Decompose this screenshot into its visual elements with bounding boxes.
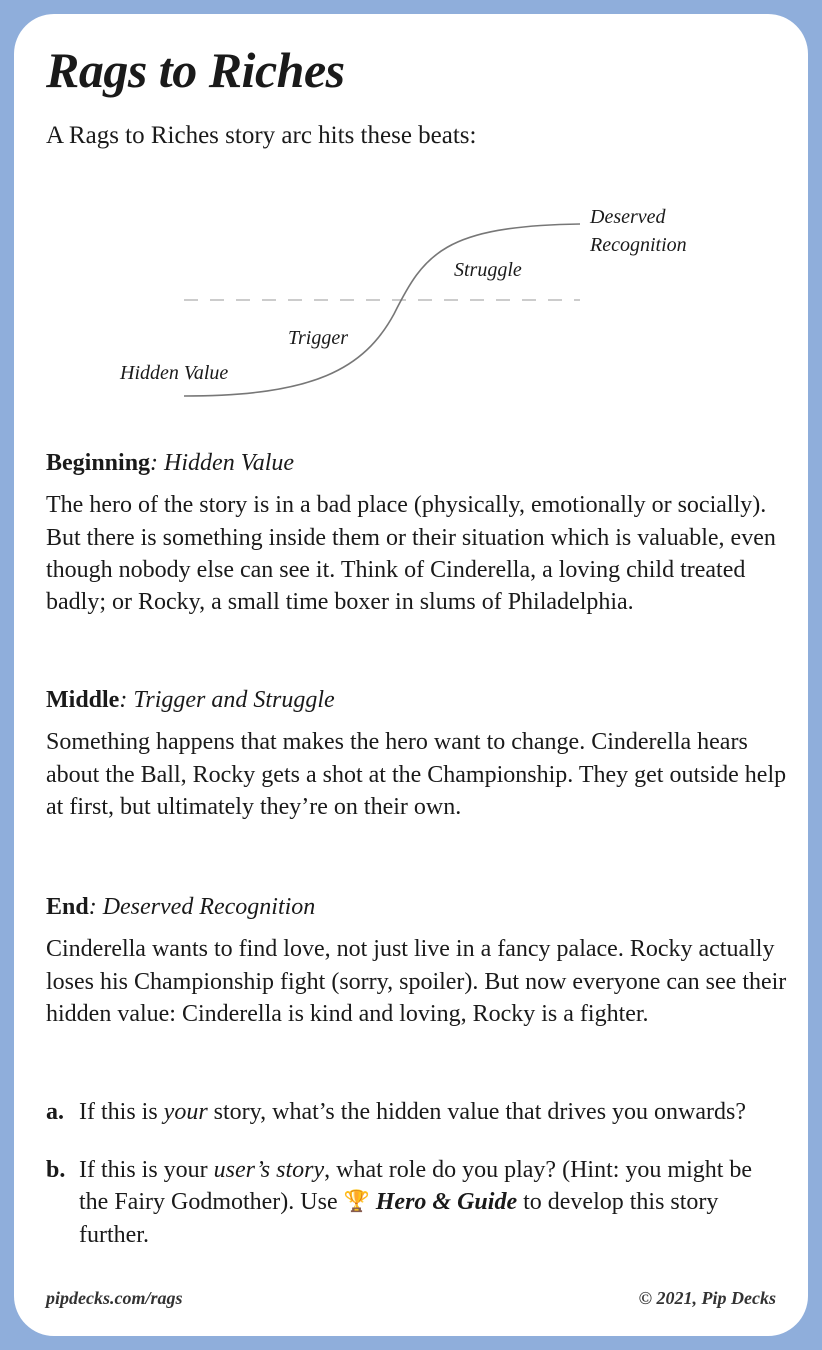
footer-copyright: © 2021, Pip Decks (638, 1288, 776, 1308)
label-hidden-value: Hidden Value (120, 362, 229, 384)
question-letter: a. (46, 1099, 64, 1125)
section-heading (46, 448, 796, 479)
label-struggle: Struggle (454, 259, 522, 281)
section-body: Something happens that makes the hero want to change. Cinderella hears about the Ball, Rocky gets a shot at the Championship. They get outside help at first, but ultimately they’re on their own. (46, 729, 787, 820)
footer-url[interactable]: pipdecks.com/rags (46, 1288, 183, 1308)
label-trigger: Trigger (288, 327, 349, 349)
section-beginning (46, 448, 796, 619)
question-a (46, 1096, 786, 1128)
card-title: Rags to Riches (46, 42, 345, 98)
trophy-icon: 🏆 (343, 1189, 370, 1214)
label-recognition-line2: Recognition (590, 234, 687, 256)
label-recognition-line1: Deserved (590, 206, 666, 228)
section-end (46, 892, 796, 1030)
section-sub: : Trigger and Struggle (119, 687, 335, 713)
hero-guide-link[interactable]: Hero & Guide (375, 1189, 518, 1216)
card-intro: A Rags to Riches story arc hits these beats: (46, 122, 477, 149)
question-text: If this is your story, what’s the hidden value that drives you onwards? (79, 1099, 746, 1125)
section-head: Middle (46, 687, 120, 713)
section-head: Beginning (46, 450, 151, 476)
section-body: Cinderella wants to find love, not just live in a fancy palace. Rocky actually loses his Championship fight (sorry, spoiler). But now everyone can see their hidden value: Cinderella is kind and loving, Rocky is a fighter. (46, 936, 787, 1027)
section-heading (46, 685, 796, 716)
arc-curve (184, 224, 580, 396)
section-heading (46, 892, 796, 923)
section-middle (46, 685, 796, 823)
section-head: End (46, 894, 89, 920)
section-sub: : Deserved Recognition (88, 894, 316, 920)
question-text: If this is your user’s story, what role do you play? (Hint: you might be the Fairy Godmother). Use 🏆 Hero & Guide to develop this story further. (79, 1157, 753, 1248)
section-body: The hero of the story is in a bad place (physically, emotionally or socially). But there is something inside them or their situation which is valuable, even though nobody else can see it. Think of Cinderella, a loving child treated badly; or Rocky, a small time boxer in slums of Philadelphia. (46, 492, 776, 616)
section-sub: : Hidden Value (150, 450, 295, 476)
story-arc-diagram (14, 14, 808, 434)
question-letter: b. (46, 1157, 66, 1183)
story-card (14, 14, 808, 1336)
question-b (46, 1154, 786, 1251)
